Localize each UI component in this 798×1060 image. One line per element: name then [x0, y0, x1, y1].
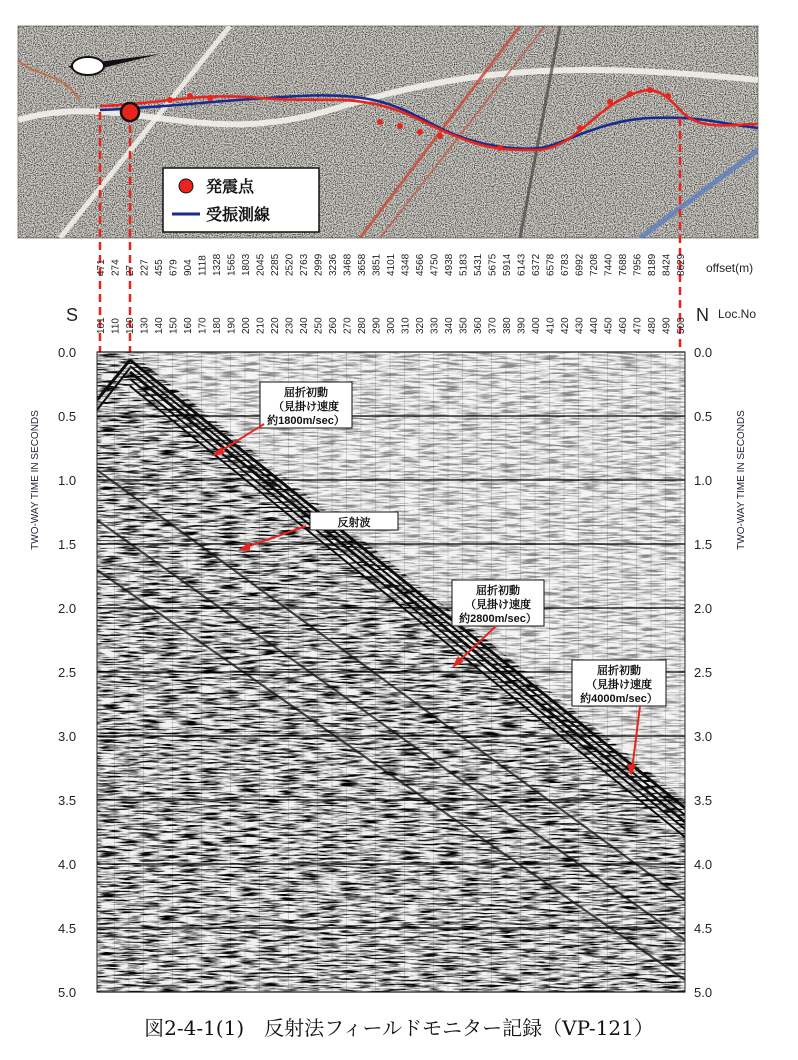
time-tick-label: 2.0: [694, 601, 713, 616]
trace-header-labels: [96, 253, 687, 334]
loc-value: 270: [342, 317, 354, 334]
loc-value: 120: [125, 317, 136, 334]
loc-value: 340: [444, 317, 455, 334]
offset-value: 7208: [589, 253, 600, 276]
loc-value: 250: [313, 317, 325, 334]
loc-value: 180: [212, 317, 223, 334]
offset-value: 5675: [487, 253, 499, 276]
loc-value: 160: [183, 317, 194, 334]
legend-line-label: 受振測線: [206, 207, 271, 224]
north-label: N: [696, 305, 709, 325]
loc-value: 170: [197, 317, 209, 334]
time-tick-label: 2.0: [58, 601, 77, 616]
offset-value: 8629: [676, 253, 687, 276]
loc-value: 101: [96, 317, 107, 334]
annotation-refraction-2800-line3: 約2800m/sec）: [459, 613, 537, 625]
time-tick-label: 3.5: [58, 793, 77, 808]
loc-value: 350: [458, 317, 470, 334]
loc-label: Loc.No: [718, 307, 757, 321]
offset-value: 904: [183, 259, 194, 276]
offset-value: 6578: [545, 253, 557, 276]
offset-value: 2520: [284, 253, 296, 276]
annotation-refraction-4000-line1: 屈折初動: [597, 665, 641, 677]
time-tick-label: 0.0: [694, 345, 713, 360]
loc-value: 420: [560, 317, 571, 334]
offset-value: 5914: [502, 253, 513, 276]
time-tick-label: 1.0: [694, 473, 713, 488]
offset-value: 274: [110, 259, 122, 276]
time-tick-label: 5.0: [58, 985, 77, 1000]
loc-value: 150: [168, 317, 180, 334]
loc-value: 440: [589, 317, 600, 334]
loc-value: 330: [429, 317, 441, 334]
loc-value: 360: [473, 317, 484, 334]
time-tick-label: 0.5: [58, 409, 77, 424]
offset-value: 6992: [574, 253, 586, 276]
loc-value: 140: [154, 317, 165, 334]
loc-value: 220: [270, 317, 281, 334]
offset-value: 2999: [313, 253, 325, 276]
annotation-refraction-1800-line1: 屈折初動: [284, 387, 328, 399]
offset-value: 4566: [415, 253, 426, 276]
offset-value: 1328: [212, 253, 223, 276]
offset-value: 679: [168, 259, 180, 276]
annotation-refraction-2800-line1: 屈折初動: [476, 585, 520, 597]
annotation-refraction-4000-line2: （見掛け速度: [586, 679, 652, 691]
offset-value: 27: [125, 264, 136, 276]
annotation-refraction-1800-line2: （見掛け速度: [273, 401, 339, 413]
offset-value: 4938: [444, 253, 455, 276]
loc-value: 130: [139, 317, 151, 334]
loc-value: 230: [284, 317, 296, 334]
time-tick-label: 4.5: [58, 921, 77, 936]
time-tick-label: 3.0: [694, 729, 713, 744]
figure-caption: 図2-4-1(1) 反射法フィールドモニター記録（VP-121）: [144, 1016, 654, 1040]
time-tick-label: 4.5: [694, 921, 713, 936]
time-tick-label: 3.0: [58, 729, 77, 744]
offset-value: 7688: [618, 253, 629, 276]
offset-value: 6143: [516, 253, 528, 276]
offset-value: 2045: [255, 253, 267, 276]
offset-value: 4750: [429, 253, 441, 276]
loc-value: 500: [676, 317, 687, 334]
time-tick-label: 4.0: [58, 857, 77, 872]
offset-value: 6372: [531, 253, 542, 276]
offset-value: 8424: [661, 253, 673, 276]
offset-value: 7440: [603, 253, 615, 276]
time-tick-label: 3.5: [694, 793, 713, 808]
loc-value: 300: [386, 317, 397, 334]
loc-value: 260: [328, 317, 339, 334]
offset-value: 227: [139, 259, 151, 276]
offset-value: 7956: [632, 253, 644, 276]
loc-value: 400: [531, 317, 542, 334]
offset-value: 6783: [560, 253, 571, 276]
offset-value: 3468: [342, 253, 354, 276]
axis-label-right: TWO-WAY TIME IN SECONDS: [736, 410, 747, 550]
loc-value: 430: [574, 317, 586, 334]
offset-value: 1118: [197, 255, 209, 276]
annotation-refraction-2800-line2: （見掛け速度: [465, 599, 531, 611]
offset-value: 3658: [357, 253, 368, 276]
loc-value: 480: [647, 317, 658, 334]
loc-value: 200: [241, 317, 252, 334]
time-tick-label: 1.0: [58, 473, 77, 488]
offset-value: 1803: [241, 253, 252, 276]
loc-value: 190: [226, 317, 238, 334]
loc-value: 450: [603, 317, 615, 334]
time-axis-right: [694, 345, 712, 1000]
loc-value: 210: [255, 317, 267, 334]
legend-shot-label: 発震点: [206, 179, 255, 196]
offset-value: 1565: [226, 253, 238, 276]
loc-value: 280: [357, 317, 368, 334]
offset-value: 4101: [386, 253, 397, 276]
offset-value: 2285: [270, 253, 281, 276]
annotation-refraction-1800-line3: 約1800m/sec）: [267, 415, 345, 427]
loc-value: 390: [516, 317, 528, 334]
south-label: S: [66, 305, 79, 325]
offset-value: 471: [96, 259, 107, 276]
loc-value: 460: [618, 317, 629, 334]
loc-value: 410: [545, 317, 557, 334]
time-tick-label: 4.0: [694, 857, 713, 872]
offset-value: 8189: [647, 253, 658, 276]
offset-value: 4348: [400, 253, 412, 276]
time-tick-label: 0.0: [58, 345, 77, 360]
annotation-reflection-label: 反射波: [337, 517, 371, 529]
loc-value: 310: [400, 317, 412, 334]
offset-value: 5431: [473, 253, 484, 276]
annotation-refraction-4000-line3: 約4000m/sec）: [580, 693, 658, 705]
loc-value: 110: [110, 318, 122, 334]
offset-value: 3236: [328, 253, 339, 276]
time-axis-left: [58, 345, 76, 1000]
offset-value: 3851: [371, 253, 383, 276]
loc-value: 240: [299, 317, 310, 334]
map-legend: [163, 168, 319, 232]
legend-shot-icon: [179, 179, 193, 193]
loc-value: 320: [415, 317, 426, 334]
loc-value: 490: [661, 317, 673, 334]
loc-value: 370: [487, 317, 499, 334]
offset-value: 2763: [299, 253, 310, 276]
offset-value: 455: [154, 259, 165, 276]
loc-value: 380: [502, 317, 513, 334]
time-tick-label: 2.5: [694, 665, 713, 680]
loc-value: 290: [371, 317, 383, 334]
offset-label: offset(m): [706, 261, 754, 275]
time-tick-label: 1.5: [58, 537, 77, 552]
axis-label-left: TWO-WAY TIME IN SECONDS: [30, 410, 41, 550]
offset-value: 5183: [458, 253, 470, 276]
time-tick-label: 0.5: [694, 409, 713, 424]
time-tick-label: 2.5: [58, 665, 77, 680]
loc-value: 470: [632, 317, 644, 334]
time-tick-label: 1.5: [694, 537, 713, 552]
time-tick-label: 5.0: [694, 985, 713, 1000]
